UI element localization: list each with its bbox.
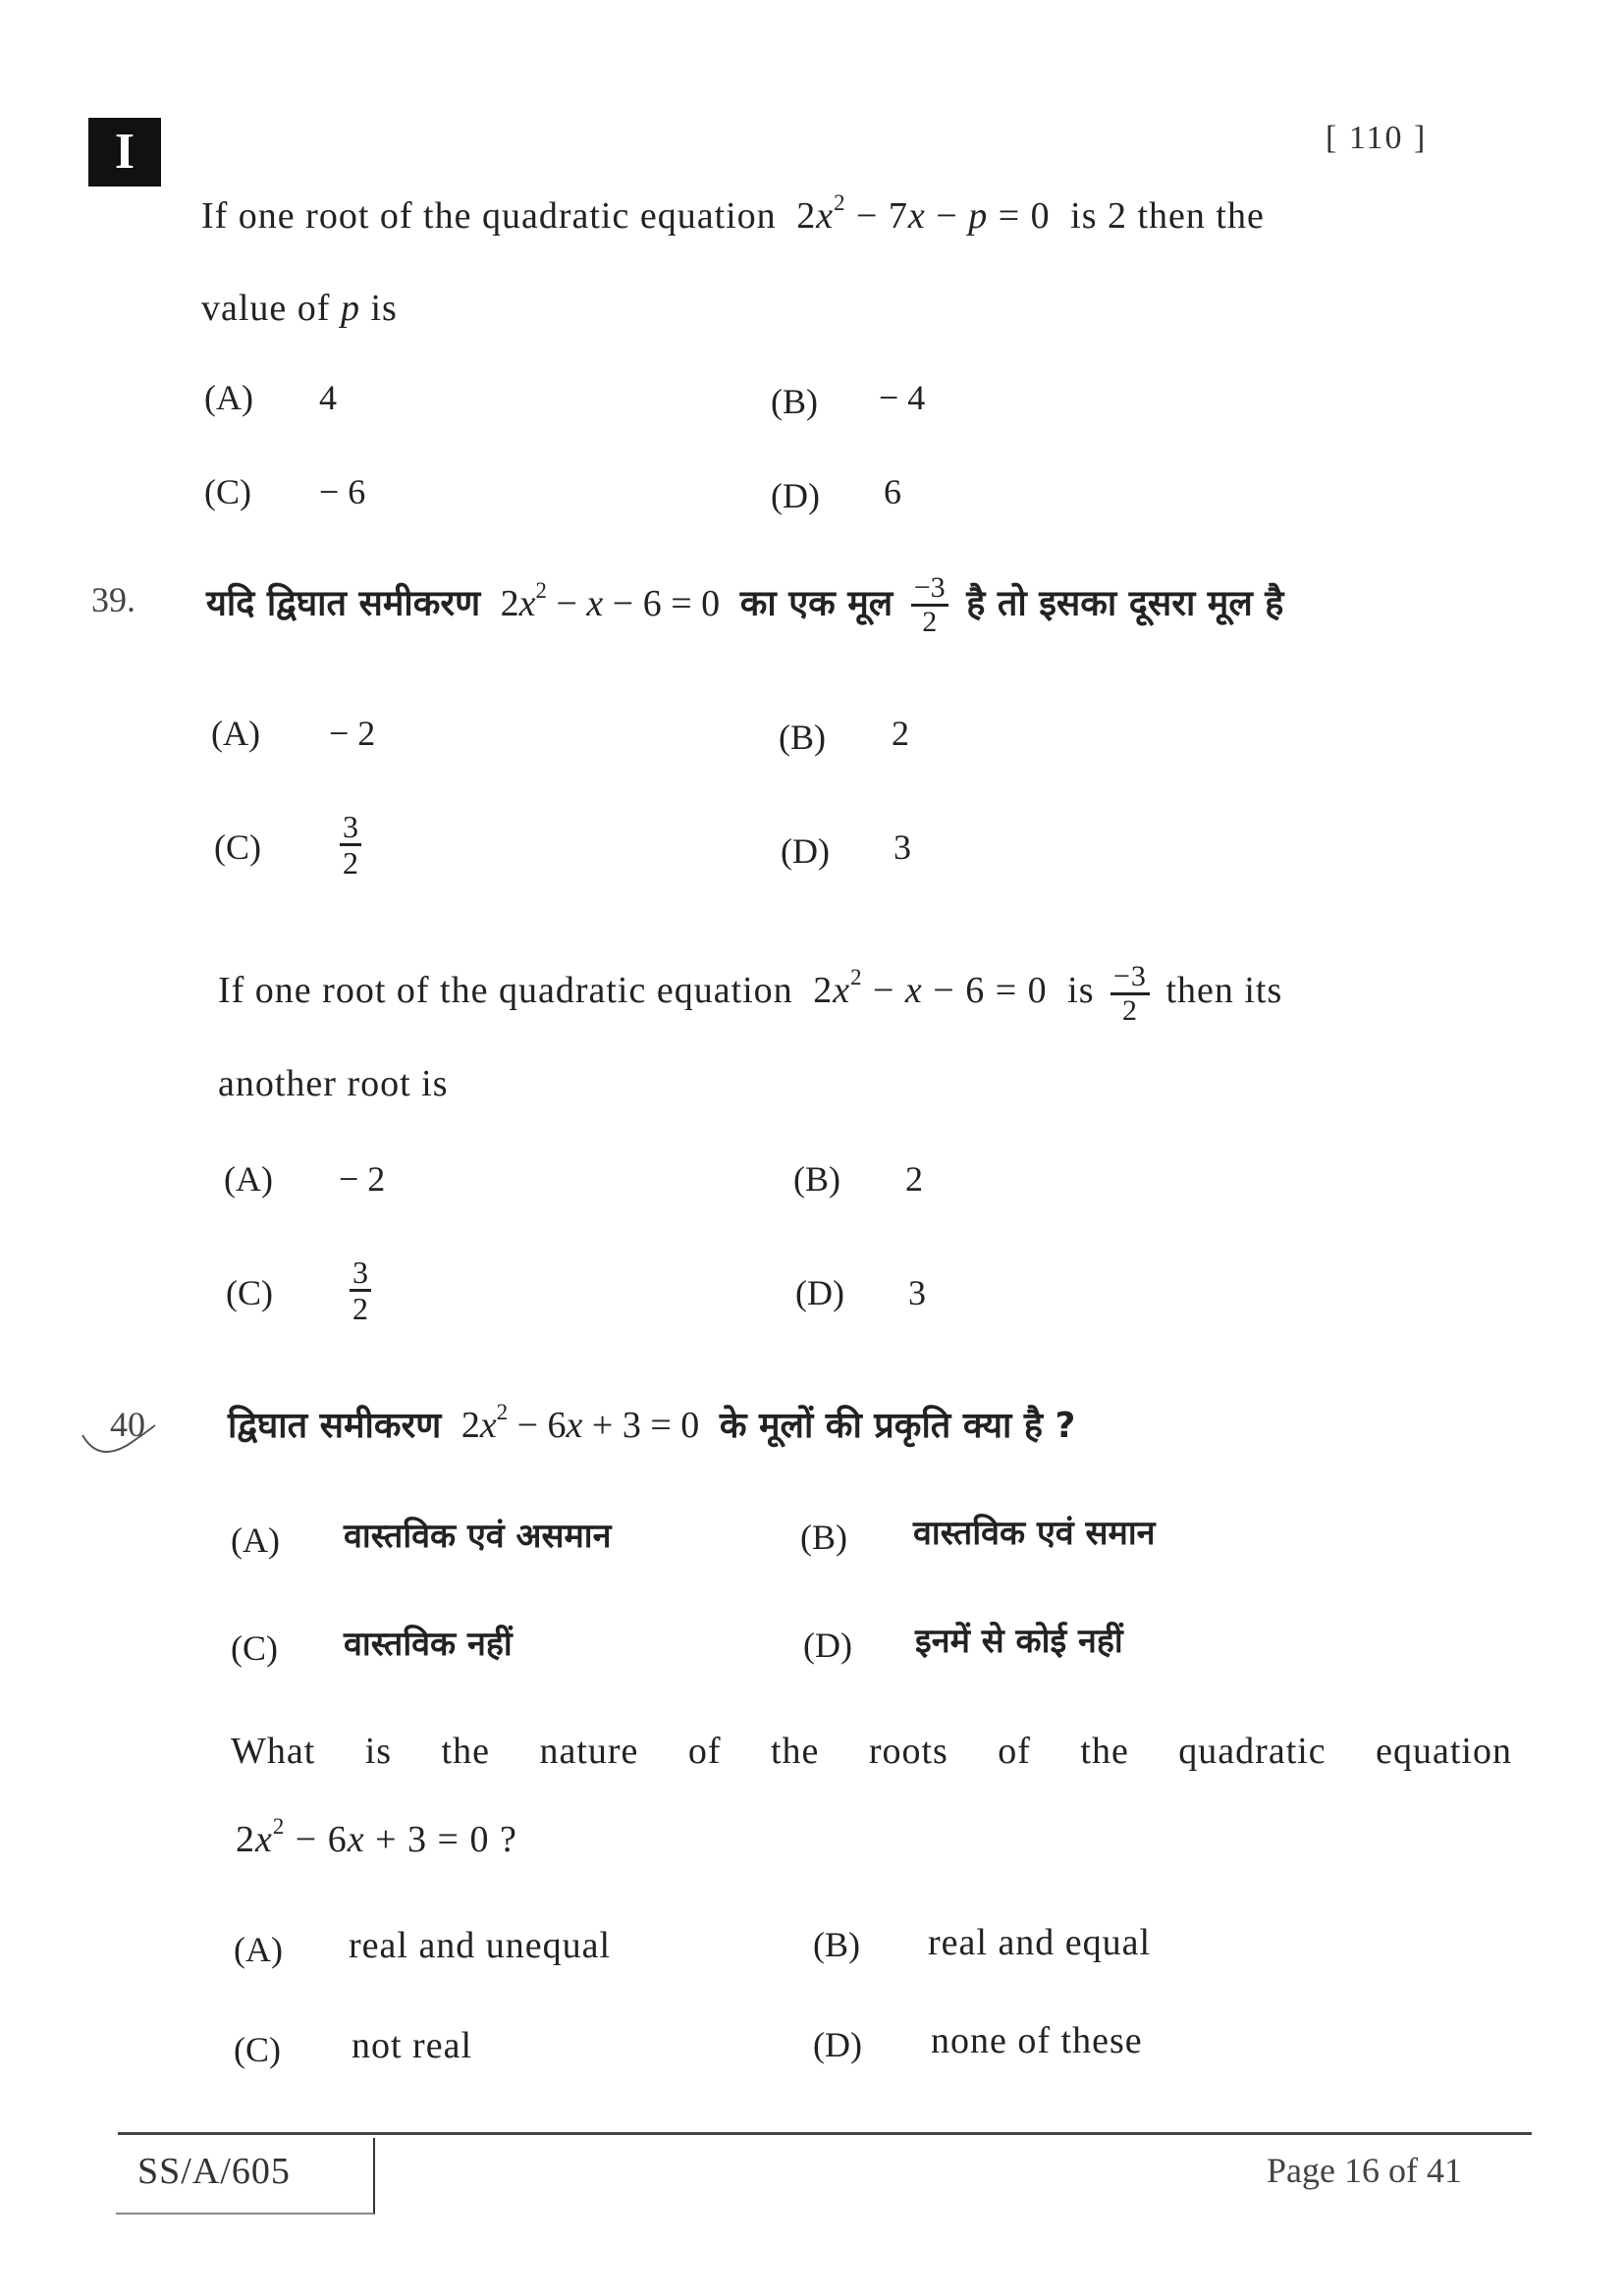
q39-text-is: is xyxy=(1067,970,1095,1012)
q39-root-fraction xyxy=(1110,962,1150,1026)
q40-option-b-label[interactable]: (B) xyxy=(813,1925,860,1964)
q39-hi-option-b-label[interactable]: (B) xyxy=(779,718,826,757)
q39-equation: $2x^2 - x - 6 = 0$ xyxy=(813,964,1048,1012)
fraction-denominator: 2 xyxy=(343,845,358,881)
page-number: Page 16 of 41 xyxy=(1267,2151,1462,2190)
q40-hi-option-a-value: वास्तविक एवं असमान xyxy=(344,1517,612,1556)
q40-hindi-suffix: के मूलों की प्रकृति क्या है ? xyxy=(719,1406,1076,1446)
q39-option-c-label[interactable]: (C) xyxy=(226,1273,273,1312)
q38-option-d-label[interactable]: (D) xyxy=(771,476,820,515)
q39-hi-option-c-value xyxy=(334,811,367,879)
q39-number: 39. xyxy=(91,580,135,619)
q38-option-d-value: 6 xyxy=(884,472,901,511)
q39-option-c-value xyxy=(344,1256,377,1324)
q39-hindi-suffix: है तो इसका दूसरा मूल है xyxy=(966,583,1284,624)
q39-hi-option-d-value: 3 xyxy=(893,828,911,867)
page-code: [ 110 ] xyxy=(1326,120,1428,156)
q40-option-a-value: real and unequal xyxy=(349,1925,612,1966)
footer-divider xyxy=(118,2132,1532,2135)
q40-english-line1: What is the nature of the roots of the quadratic equation xyxy=(231,1731,1512,1772)
q39-option-b-label[interactable]: (B) xyxy=(793,1159,840,1199)
q39-hi-option-c-label[interactable]: (C) xyxy=(214,828,261,867)
q40-hi-option-d-value: इनमें से कोई नहीं xyxy=(915,1622,1123,1661)
q39-hi-option-b-value: 2 xyxy=(892,714,909,753)
q39-hi-option-a-value: − 2 xyxy=(329,714,376,753)
q39-option-a-label[interactable]: (A) xyxy=(224,1159,273,1199)
q39-hindi-prefix: यदि द्विघात समीकरण xyxy=(206,583,481,624)
q40-option-c-value: not real xyxy=(352,2025,473,2066)
option-fraction xyxy=(350,1256,371,1324)
q40-hi-option-d-label[interactable]: (D) xyxy=(803,1626,852,1665)
q38-text-suffix: is 2 then the xyxy=(1070,195,1265,237)
q39-text-suffix: then its xyxy=(1165,970,1283,1012)
q38-text-prefix: If one root of the quadratic equation xyxy=(201,195,777,237)
q38-option-b-value: − 4 xyxy=(879,378,926,417)
q39-english-line1 xyxy=(218,962,1282,1026)
q40-hi-option-b-value: वास्तविक एवं समान xyxy=(913,1514,1156,1553)
q40-option-c-label[interactable]: (C) xyxy=(234,2030,281,2069)
q40-option-b-value: real and equal xyxy=(928,1922,1152,1963)
q39-option-a-value: − 2 xyxy=(339,1159,386,1199)
q38-option-c-label[interactable]: (C) xyxy=(204,472,251,511)
q40-hi-option-c-label[interactable]: (C) xyxy=(231,1629,278,1668)
q38-option-b-label[interactable]: (B) xyxy=(771,382,818,421)
q40-hindi-equation: $2x^2 - 6x + 3 = 0$ xyxy=(460,1399,700,1446)
q39-option-b-value: 2 xyxy=(905,1159,923,1199)
q39-hindi-root-fraction xyxy=(911,573,948,637)
q40-hindi-prefix: द्विघात समीकरण xyxy=(228,1406,442,1446)
q40-number: 40 xyxy=(110,1405,145,1444)
q40-english-equation: $2x^2 - 6x + 3 = 0$ ? xyxy=(236,1813,517,1860)
q39-option-d-label[interactable]: (D) xyxy=(795,1273,844,1312)
fraction-numerator: −3 xyxy=(1110,962,1150,995)
paper-code: SS/A/605 xyxy=(137,2151,291,2192)
q39-hindi-equation: $2x^2 - x - 6 = 0$ xyxy=(500,577,721,624)
q40-option-d-label[interactable]: (D) xyxy=(813,2025,862,2064)
q39-hindi-text xyxy=(206,573,1283,637)
q38-english-line1 xyxy=(201,189,1265,238)
q40-option-a-label[interactable]: (A) xyxy=(234,1930,283,1969)
q40-option-d-value: none of these xyxy=(931,2020,1143,2061)
q40-hi-option-b-label[interactable]: (B) xyxy=(800,1518,847,1557)
q38-equation: $2x^2 - 7x - p = 0$ xyxy=(796,189,1051,237)
fraction-numerator: 3 xyxy=(340,811,361,846)
q40-hi-option-c-value: वास्तविक नहीं xyxy=(344,1625,513,1664)
fraction-numerator: 3 xyxy=(350,1256,371,1292)
q39-hindi-middle: का एक मूल xyxy=(739,583,893,624)
option-fraction xyxy=(340,811,361,879)
q38-option-c-value: − 6 xyxy=(319,472,366,511)
fraction-denominator: 2 xyxy=(352,1291,368,1326)
q38-english-line2: value of p is xyxy=(201,288,398,329)
fraction-denominator: 2 xyxy=(922,606,938,638)
q39-text-prefix: If one root of the quadratic equation xyxy=(218,970,793,1012)
q39-hi-option-a-label[interactable]: (A) xyxy=(211,714,260,753)
fraction-numerator: −3 xyxy=(911,573,948,607)
q38-option-a-label[interactable]: (A) xyxy=(204,378,253,417)
q38-option-a-value: 4 xyxy=(319,378,337,417)
fraction-denominator: 2 xyxy=(1121,994,1138,1027)
q39-option-d-value: 3 xyxy=(908,1273,926,1312)
set-label-box: I xyxy=(88,118,161,187)
q40-hindi-text xyxy=(228,1400,1075,1448)
q39-hi-option-d-label[interactable]: (D) xyxy=(781,831,830,871)
q40-hi-option-a-label[interactable]: (A) xyxy=(231,1521,280,1560)
q39-english-line2: another root is xyxy=(218,1063,449,1104)
